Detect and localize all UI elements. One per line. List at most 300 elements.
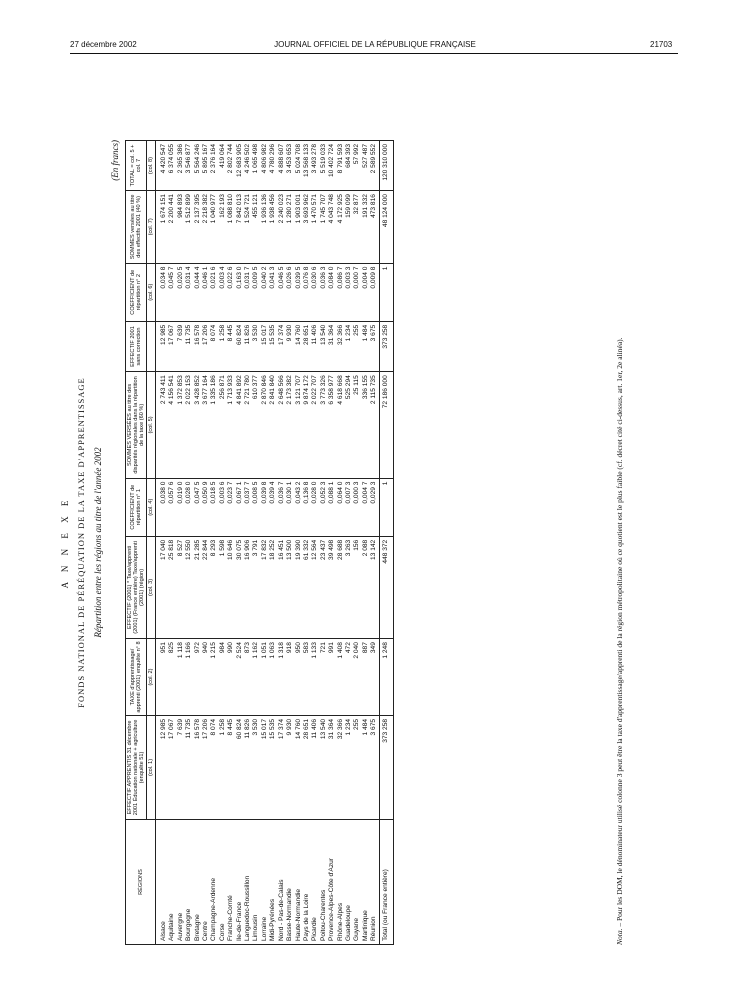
value-cell: 1 258 <box>219 715 227 819</box>
value-cell: 4 806 982 <box>261 141 269 191</box>
value-cell: 583 <box>303 639 311 716</box>
value-cell: 0,031 4 <box>185 263 193 321</box>
value-cell: 28 688 <box>337 536 345 638</box>
value-cell: 5 895 167 <box>202 141 210 191</box>
value-cell: 10 646 <box>227 536 235 638</box>
total-cell: 1 <box>379 263 393 321</box>
value-cell: 1 484 <box>362 321 370 371</box>
value-cell: 14 760 <box>295 321 303 371</box>
value-cell: 162 193 <box>219 191 227 264</box>
value-cell: 1 051 <box>261 639 269 716</box>
value-cell: 0,067 1 <box>236 478 244 536</box>
table-row <box>210 141 218 945</box>
value-cell: 12 550 <box>185 536 193 638</box>
table-row <box>370 141 379 945</box>
col-header-7: COEFFICIENT de répartition n° 2 <box>126 263 147 321</box>
region-cell: Rhône-Alpes <box>337 820 345 945</box>
value-cell: 15 535 <box>269 321 277 371</box>
col-header-9: TOTAL = col. 5 + col. 7 <box>126 141 147 191</box>
rotated-annex <box>60 110 678 975</box>
col-number: (col. 3) <box>147 536 156 638</box>
value-cell: 0,003 4 <box>219 263 227 321</box>
value-cell: 0,009 5 <box>252 263 260 321</box>
total-cell: 48 124 000 <box>379 191 393 264</box>
value-cell: 19 390 <box>295 536 303 638</box>
table-row <box>320 141 328 945</box>
col-number: (col. 2) <box>147 639 156 716</box>
value-cell: 1 234 <box>345 715 353 819</box>
region-cell: Ile-de-France <box>236 820 244 945</box>
value-cell: 4 618 668 <box>337 372 345 478</box>
col-header-regions: RÉGIONS <box>126 820 156 945</box>
value-cell: 0,052 3 <box>320 478 328 536</box>
value-cell: 1 938 456 <box>269 191 277 264</box>
value-cell: 0,008 5 <box>252 478 260 536</box>
value-cell: 2 240 023 <box>278 191 286 264</box>
total-cell: 448 372 <box>379 536 393 638</box>
value-cell: 1 234 <box>345 321 353 371</box>
total-cell: 120 310 000 <box>379 141 393 191</box>
table-row <box>261 141 269 945</box>
value-cell: 12 985 <box>156 321 169 371</box>
table-row <box>303 141 311 945</box>
value-cell: 16 578 <box>194 715 202 819</box>
fund-title: FONDS NATIONAL DE PÉRÉQUATION DE LA TAXE D'APPRENTISSAGE <box>76 377 86 708</box>
region-cell: Languedoc-Roussillon <box>244 820 252 945</box>
value-cell: 2 802 744 <box>227 141 235 191</box>
value-cell: 0,000 3 <box>353 478 361 536</box>
value-cell: 8 074 <box>210 321 218 371</box>
region-cell: Corse <box>219 820 227 945</box>
value-cell: 28 651 <box>303 715 311 819</box>
value-cell: 4 043 748 <box>328 191 336 264</box>
value-cell: 2 022 707 <box>311 372 319 478</box>
value-cell: 721 <box>320 639 328 716</box>
value-cell: 2 173 382 <box>286 372 294 478</box>
value-cell: 31 364 <box>328 321 336 371</box>
value-cell: 3 677 164 <box>202 372 210 478</box>
value-cell: 28 651 <box>303 321 311 371</box>
value-cell: 3 693 962 <box>303 191 311 264</box>
value-cell: 13 540 <box>320 321 328 371</box>
table-row <box>227 141 235 945</box>
value-cell: 0,037 7 <box>244 478 252 536</box>
value-cell: 1 063 <box>269 639 277 716</box>
value-cell: 0,007 3 <box>345 478 353 536</box>
value-cell: 3 675 <box>370 715 379 819</box>
region-cell: Midi-Pyrénées <box>269 820 277 945</box>
value-cell: 16 451 <box>278 536 286 638</box>
value-cell: 9 874 172 <box>303 372 311 478</box>
value-cell: 3 263 <box>345 536 353 638</box>
col-header-3: EFFECTIF (2001) * Taxe/apprenti (2001) (France entière) Taxe/apprenti (2001) (région) <box>126 536 147 638</box>
value-cell: 9 930 <box>286 715 294 819</box>
total-cell: 1 <box>379 478 393 536</box>
total-cell: 373 258 <box>379 321 393 371</box>
table-row <box>286 141 294 945</box>
value-cell: 12 564 <box>311 536 319 638</box>
value-cell: 16 578 <box>194 321 202 371</box>
value-cell: 1 258 <box>219 321 227 371</box>
value-cell: 17 067 <box>168 321 176 371</box>
value-cell: 0,031 7 <box>244 263 252 321</box>
table-row <box>185 141 193 945</box>
value-cell: 16 906 <box>244 536 252 638</box>
col-header-5: SOMMES VERSÉES au titre des disparités régionales dans la répartition de la taxe (60 %) <box>126 372 147 478</box>
value-cell: 3 121 707 <box>295 372 303 478</box>
value-cell: 1 118 <box>177 639 185 716</box>
header-journal-title: JOURNAL OFFICIEL DE LA RÉPUBLIQUE FRANÇAISE <box>274 40 476 49</box>
table-row <box>345 141 353 945</box>
value-cell: 3 530 <box>252 715 260 819</box>
value-cell: 2 115 735 <box>370 372 379 478</box>
value-cell: 3 546 877 <box>185 141 193 191</box>
value-cell: 2 218 382 <box>202 191 210 264</box>
value-cell: 2 040 <box>353 639 361 716</box>
value-cell: 0,064 0 <box>337 478 345 536</box>
value-cell: 11 406 <box>311 715 319 819</box>
annex-title: A N N E X E <box>60 496 70 589</box>
value-cell: 11 735 <box>185 715 193 819</box>
total-label: Total (ou France entière) <box>379 820 393 945</box>
value-cell: 1 162 <box>252 639 260 716</box>
footnote-label: Nota. <box>615 928 624 945</box>
value-cell: 0,030 6 <box>311 263 319 321</box>
value-cell: 2 022 153 <box>185 372 193 478</box>
value-cell: 4 246 502 <box>244 141 252 191</box>
value-cell: 1 040 977 <box>210 191 218 264</box>
total-cell: 373 258 <box>379 715 393 819</box>
value-cell: 0,022 6 <box>227 263 235 321</box>
table-row <box>353 141 361 945</box>
value-cell: 1 133 <box>311 639 319 716</box>
value-cell: 22 844 <box>202 536 210 638</box>
value-cell: 0,000 7 <box>353 263 361 321</box>
value-cell: 4 888 607 <box>278 141 286 191</box>
value-cell: 11 735 <box>185 321 193 371</box>
region-cell: Basse-Normandie <box>286 820 294 945</box>
col-header-6: EFFECTIF 2001 sans correction <box>126 321 147 371</box>
value-cell: 1 166 <box>185 639 193 716</box>
value-cell: 1 470 571 <box>311 191 319 264</box>
value-cell: 336 155 <box>362 372 370 478</box>
value-cell: 684 393 <box>345 141 353 191</box>
value-cell: 0,088 1 <box>328 478 336 536</box>
region-cell: Poitou-Charentes <box>320 820 328 945</box>
value-cell: 32 366 <box>337 715 345 819</box>
value-cell: 11 406 <box>311 321 319 371</box>
value-cell: 1 088 810 <box>227 191 235 264</box>
table-row <box>295 141 303 945</box>
region-cell: Bourgogne <box>185 820 193 945</box>
annex-subtitle: Répartition entre les régions au titre de l'année 2002 <box>93 447 103 638</box>
value-cell: 2 721 780 <box>244 372 252 478</box>
region-cell: Guyane <box>353 820 361 945</box>
table-header-row <box>126 141 147 945</box>
region-cell: Franche-Comté <box>227 820 235 945</box>
col-number: (col. 6) <box>147 263 156 321</box>
value-cell: 14 760 <box>295 715 303 819</box>
value-cell: 17 040 <box>156 536 169 638</box>
value-cell: 419 064 <box>219 141 227 191</box>
value-cell: 0,034 8 <box>156 263 169 321</box>
value-cell: 473 816 <box>370 191 379 264</box>
value-cell: 57 992 <box>353 141 361 191</box>
value-cell: 0,086 7 <box>337 263 345 321</box>
region-cell: Lorraine <box>261 820 269 945</box>
value-cell: 349 <box>370 639 379 716</box>
value-cell: 1 598 <box>219 536 227 638</box>
total-cell: 72 186 000 <box>379 372 393 478</box>
value-cell: 10 402 724 <box>328 141 336 191</box>
value-cell: 7 639 <box>177 715 185 819</box>
value-cell: 17 206 <box>202 715 210 819</box>
value-cell: 32 366 <box>337 321 345 371</box>
value-cell: 2 841 840 <box>269 372 277 478</box>
value-cell: 0,076 8 <box>303 263 311 321</box>
footnote-text: – Pour les DOM, le dénominateur utilisé colonne 3 peut être la taxe d'apprentissage/apprenti de la région métropolitaine où ce quotient est le plus faible (cf. décret cité ci-dessus, art. 1er, 2e alinéa). <box>615 337 624 929</box>
value-cell: 3 493 278 <box>311 141 319 191</box>
value-cell: 4 780 296 <box>269 141 277 191</box>
value-cell: 3 675 <box>370 321 379 371</box>
header-date: 27 décembre 2002 <box>70 40 137 49</box>
value-cell: 61 332 <box>303 536 311 638</box>
value-cell: 1 524 721 <box>244 191 252 264</box>
table-row <box>156 141 169 945</box>
value-cell: 1 745 707 <box>320 191 328 264</box>
region-cell: Champagne-Ardenne <box>210 820 218 945</box>
value-cell: 8 445 <box>227 321 235 371</box>
value-cell: 39 498 <box>328 536 336 638</box>
region-cell: Provence-Alpes-Côte d'Azur <box>328 820 336 945</box>
value-cell: 3 428 852 <box>194 372 202 478</box>
value-cell: 13 142 <box>370 536 379 638</box>
table-row <box>328 141 336 945</box>
value-cell: 8 791 593 <box>337 141 345 191</box>
value-cell: 0,021 6 <box>210 263 218 321</box>
value-cell: 8 527 <box>177 536 185 638</box>
value-cell: 0,019 0 <box>177 478 185 536</box>
value-cell: 4 420 547 <box>156 141 169 191</box>
value-cell: 60 824 <box>236 715 244 819</box>
table-row <box>177 141 185 945</box>
value-cell: 0,036 7 <box>278 478 286 536</box>
col-number: (col. 4) <box>147 478 156 536</box>
header-page-number: 21703 <box>650 40 673 49</box>
value-cell: 7 639 <box>177 321 185 371</box>
value-cell: 8 293 <box>210 536 218 638</box>
value-cell: 15 017 <box>261 321 269 371</box>
value-cell: 1 512 899 <box>185 191 193 264</box>
value-cell: 0,004 7 <box>362 478 370 536</box>
col-number-empty <box>147 321 156 371</box>
col-number: (col. 8) <box>147 141 156 191</box>
table-row <box>337 141 345 945</box>
col-header-4: COEFFICIENT de répartition n° 1 <box>126 478 147 536</box>
table-row <box>219 141 227 945</box>
region-cell: Limousin <box>252 820 260 945</box>
region-cell: Haute-Normandie <box>295 820 303 945</box>
value-cell: 17 374 <box>278 715 286 819</box>
col-number: (col. 7) <box>147 191 156 264</box>
value-cell: 5 024 708 <box>295 141 303 191</box>
value-cell: 25 115 <box>353 372 361 478</box>
value-cell: 6 358 977 <box>328 372 336 478</box>
value-cell: 887 <box>362 639 370 716</box>
value-cell: 18 252 <box>269 536 277 638</box>
footnote <box>615 337 624 945</box>
value-cell: 0,039 4 <box>269 478 277 536</box>
value-cell: 455 121 <box>252 191 260 264</box>
table-row <box>278 141 286 945</box>
table-body <box>156 141 394 945</box>
value-cell: 1 903 001 <box>295 191 303 264</box>
value-cell: 8 074 <box>210 715 218 819</box>
region-cell: Alsace <box>156 820 169 945</box>
value-cell: 1 408 <box>337 639 345 716</box>
value-cell: 8 445 <box>227 715 235 819</box>
value-cell: 0,030 1 <box>286 478 294 536</box>
value-cell: 2 648 566 <box>278 372 286 478</box>
value-cell: 15 017 <box>261 715 269 819</box>
value-cell: 60 824 <box>236 321 244 371</box>
table-row <box>236 141 244 945</box>
value-cell: 1 318 <box>278 639 286 716</box>
table-row <box>202 141 210 945</box>
value-cell: 12 683 905 <box>236 141 244 191</box>
value-cell: 0,009 8 <box>370 263 379 321</box>
table-row <box>269 141 277 945</box>
value-cell: 0,045 7 <box>168 263 176 321</box>
value-cell: 159 099 <box>345 191 353 264</box>
value-cell: 0,004 0 <box>362 263 370 321</box>
value-cell: 30 075 <box>236 536 244 638</box>
value-cell: 9 930 <box>286 321 294 371</box>
total-cell: 1 248 <box>379 639 393 716</box>
value-cell: 25 818 <box>168 536 176 638</box>
header-rule <box>70 53 678 54</box>
value-cell: 2 365 386 <box>177 141 185 191</box>
value-cell: 256 871 <box>219 372 227 478</box>
value-cell: 2 376 164 <box>210 141 218 191</box>
value-cell: 1 335 186 <box>210 372 218 478</box>
col-number: (col. 5) <box>147 372 156 478</box>
value-cell: 17 832 <box>261 536 269 638</box>
value-cell: 4 841 892 <box>236 372 244 478</box>
value-cell: 11 826 <box>244 321 252 371</box>
region-cell: Auvergne <box>177 820 185 945</box>
value-cell: 984 893 <box>177 191 185 264</box>
value-cell: 1 065 498 <box>252 141 260 191</box>
value-cell: 13 500 <box>286 536 294 638</box>
table-row <box>244 141 252 945</box>
value-cell: 610 377 <box>252 372 260 478</box>
value-cell: 1 215 <box>210 639 218 716</box>
region-cell: Martinique <box>362 820 370 945</box>
value-cell: 7 842 013 <box>236 191 244 264</box>
value-cell: 0,043 2 <box>295 478 303 536</box>
value-cell: 31 364 <box>328 715 336 819</box>
value-cell: 0,136 8 <box>303 478 311 536</box>
value-cell: 156 <box>353 536 361 638</box>
repartition-table <box>125 140 394 945</box>
value-cell: 0,036 3 <box>320 263 328 321</box>
value-cell: 13 540 <box>320 715 328 819</box>
value-cell: 2 589 552 <box>370 141 379 191</box>
value-cell: 0,029 3 <box>370 478 379 536</box>
value-cell: 0,047 5 <box>194 478 202 536</box>
table-row <box>311 141 319 945</box>
table-row <box>362 141 370 945</box>
value-cell: 2 200 441 <box>168 191 176 264</box>
value-cell: 11 826 <box>244 715 252 819</box>
value-cell: 13 568 133 <box>303 141 311 191</box>
value-cell: 3 453 653 <box>286 141 294 191</box>
total-row <box>379 141 393 945</box>
value-cell: 17 206 <box>202 321 210 371</box>
value-cell: 12 985 <box>156 715 169 819</box>
value-cell: 15 535 <box>269 715 277 819</box>
value-cell: 0,003 6 <box>219 478 227 536</box>
value-cell: 0,026 6 <box>286 263 294 321</box>
value-cell: 2 870 846 <box>261 372 269 478</box>
value-cell: 972 <box>194 639 202 716</box>
value-cell: 0,057 6 <box>168 478 176 536</box>
value-cell: 1 484 <box>362 715 370 819</box>
value-cell: 0,040 2 <box>261 263 269 321</box>
value-cell: 0,163 0 <box>236 263 244 321</box>
col-header-2: TAXE d'apprentissage/ apprenti (2001) enquête n° 8 <box>126 639 147 716</box>
value-cell: 0,044 4 <box>194 263 202 321</box>
value-cell: 2 137 395 <box>194 191 202 264</box>
value-cell: 255 <box>353 715 361 819</box>
region-cell: Guadeloupe <box>345 820 353 945</box>
value-cell: 991 <box>328 639 336 716</box>
value-cell: 0,050 9 <box>202 478 210 536</box>
value-cell: 3 530 <box>252 321 260 371</box>
value-cell: 984 <box>219 639 227 716</box>
value-cell: 5 564 246 <box>194 141 202 191</box>
value-cell: 1 936 136 <box>261 191 269 264</box>
col-header-8: SOMMES versées au titre des effectifs 2001 (40 %) <box>126 191 147 264</box>
value-cell: 17 067 <box>168 715 176 819</box>
value-cell: 825 <box>168 639 176 716</box>
region-cell: Pays de la Loire <box>303 820 311 945</box>
value-cell: 5 519 033 <box>320 141 328 191</box>
value-cell: 0,046 1 <box>202 263 210 321</box>
value-cell: 1 372 853 <box>177 372 185 478</box>
value-cell: 1 713 933 <box>227 372 235 478</box>
value-cell: 4 156 541 <box>168 372 176 478</box>
value-cell: 0,003 3 <box>345 263 353 321</box>
value-cell: 1 280 271 <box>286 191 294 264</box>
value-cell: 0,028 0 <box>311 478 319 536</box>
value-cell: 3 773 326 <box>320 372 328 478</box>
value-cell: 950 <box>295 639 303 716</box>
value-cell: 527 487 <box>362 141 370 191</box>
value-cell: 940 <box>202 639 210 716</box>
value-cell: 3 791 <box>252 536 260 638</box>
value-cell: 990 <box>227 639 235 716</box>
value-cell: 255 <box>353 321 361 371</box>
value-cell: 918 <box>286 639 294 716</box>
value-cell: 21 285 <box>194 536 202 638</box>
col-number: (col. 1) <box>147 715 156 819</box>
value-cell: 23 437 <box>320 536 328 638</box>
value-cell: 873 <box>244 639 252 716</box>
value-cell: 0,020 5 <box>177 263 185 321</box>
value-cell: 2 524 <box>236 639 244 716</box>
